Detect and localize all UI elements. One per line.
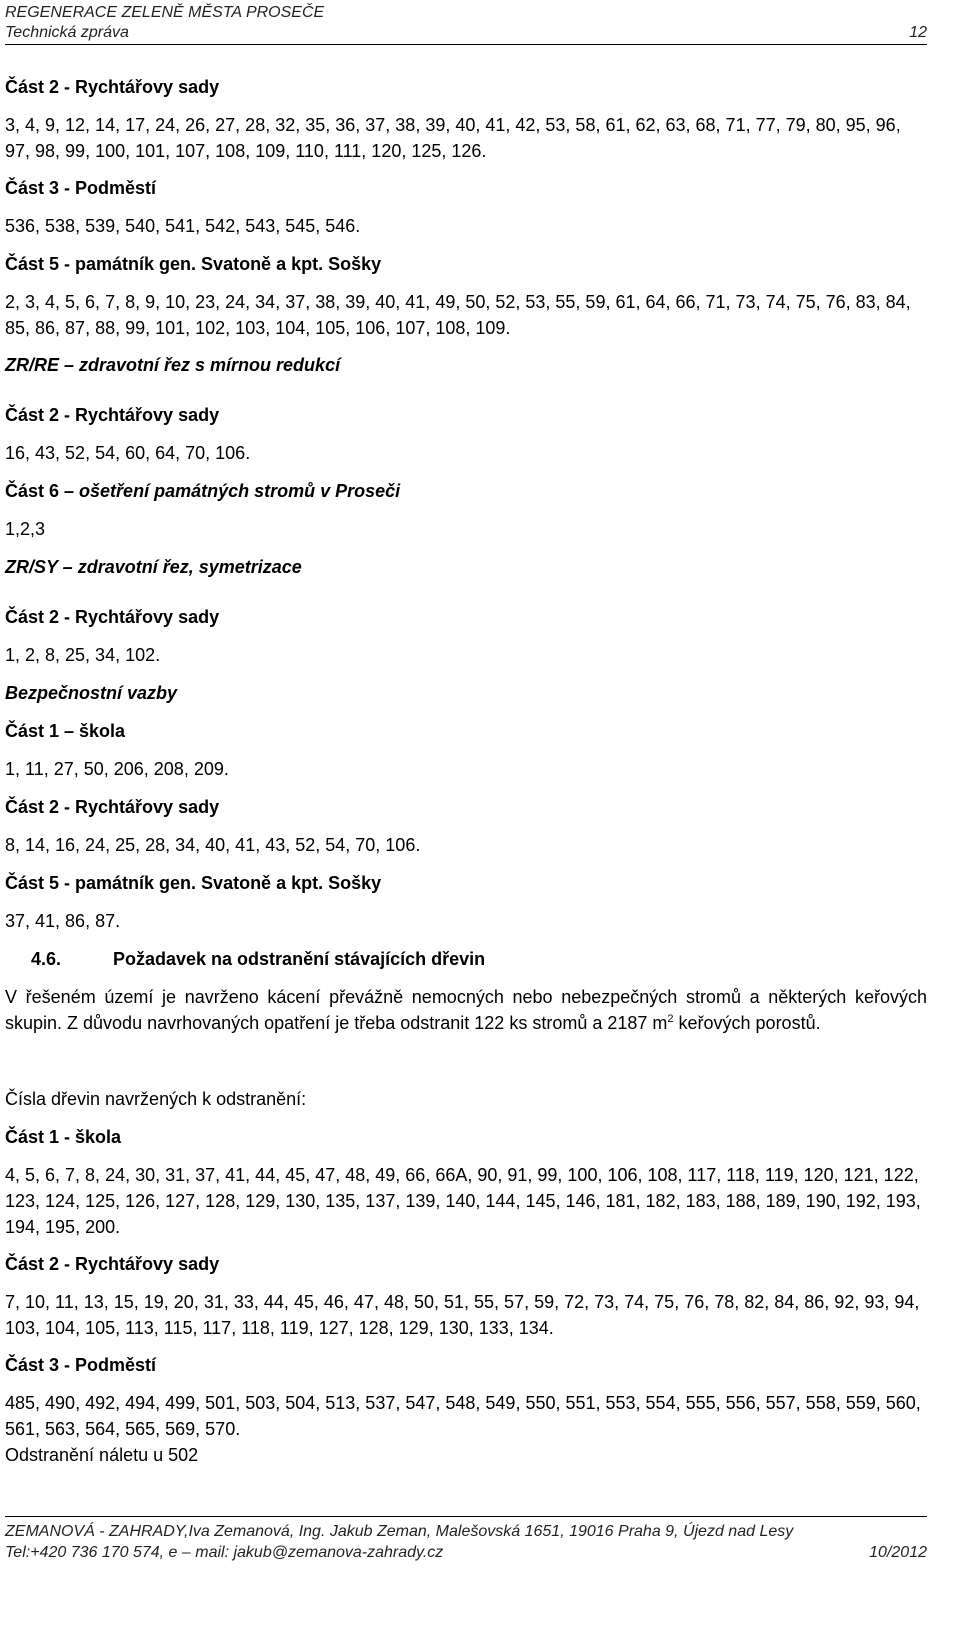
- footer-date: 10/2012: [869, 1544, 927, 1561]
- section-heading: Část 1 - škola: [5, 1127, 122, 1147]
- header-page-number: 12: [909, 24, 927, 41]
- body-paragraph: [5, 984, 927, 1036]
- tree-number-list: 3, 4, 9, 12, 14, 17, 24, 26, 27, 28, 32, 35, 36, 37, 38, 39, 40, 41, 42, 53, 58, 61, 62, 63, 68, 71, 77, 79, 80, 95, 96, 97, 98, 99, 100, 101, 107, 108, 109, 110, 111, 120, 125, 126.: [5, 115, 901, 161]
- page-header: [5, 2, 927, 45]
- section-heading: Část 5 - památník gen. Svatoně a kpt. Sošky: [5, 254, 382, 274]
- tree-number-list: 7, 10, 11, 13, 15, 19, 20, 31, 33, 44, 45, 46, 47, 48, 50, 51, 55, 57, 59, 72, 73, 74, 75, 76, 78, 82, 84, 86, 92, 93, 94, 103, 104, 105, 113, 115, 117, 118, 119, 127, 128, 129, 130, 133, 134.: [5, 1292, 920, 1338]
- tree-number-list: 2, 3, 4, 5, 6, 7, 8, 9, 10, 23, 24, 34, 37, 38, 39, 40, 41, 49, 50, 52, 53, 55, 59, 61, 64, 66, 71, 73, 74, 75, 76, 83, 84, 85, 86, 87, 88, 99, 101, 102, 103, 104, 105, 106, 107, 108, 109.: [5, 292, 911, 338]
- footer-contact: Tel:+420 736 170 574, e – mail: jakub@zemanova-zahrady.cz: [5, 1544, 444, 1561]
- removal-note: Odstranění náletu u 502: [5, 1445, 199, 1465]
- section-heading: [5, 478, 927, 504]
- header-project-title: REGENERACE ZELENĚ MĚSTA PROSEČE: [5, 4, 325, 21]
- tree-number-list: 1, 2, 8, 25, 34, 102.: [5, 645, 161, 665]
- tree-number-list: 485, 490, 492, 494, 499, 501, 503, 504, 513, 537, 547, 548, 549, 550, 551, 553, 554, 555, 556, 557, 558, 559, 560, 561, 563, 564, 565, 569, 570.: [5, 1393, 921, 1439]
- tree-number-list: 1, 11, 27, 50, 206, 208, 209.: [5, 759, 229, 779]
- section-heading-part: Část 6: [5, 481, 60, 501]
- tree-number-list: 37, 41, 86, 87.: [5, 911, 121, 931]
- section-heading: Část 2 - Rychtářovy sady: [5, 607, 220, 627]
- section-heading: Část 2 - Rychtářovy sady: [5, 405, 220, 425]
- paragraph-text-end: keřových porostů.: [673, 1013, 821, 1033]
- chapter-heading: [5, 946, 927, 972]
- tree-number-list: 4, 5, 6, 7, 8, 24, 30, 31, 37, 41, 44, 45, 47, 48, 49, 66, 66A, 90, 91, 99, 100, 106, 108, 117, 118, 119, 120, 121, 122, 123, 124, 125, 126, 127, 128, 129, 130, 135, 137, 139, 140, 144, 145, 146, 181, 182, 183, 188, 189, 190, 192, 193, 194, 195, 200.: [5, 1165, 921, 1237]
- paragraph-text: V řešeném území je navrženo kácení převážně nemocných nebo nebezpečných stromů a některých keřových skupin. Z důvodu navrhovaných opatření je třeba odstranit 122 ks stromů a 2187 m: [5, 987, 927, 1033]
- section-heading: Část 2 - Rychtářovy sady: [5, 77, 220, 97]
- section-heading: Část 3 - Podměstí: [5, 178, 157, 198]
- section-heading-subtitle: – ošetření památných stromů v Proseči: [59, 481, 401, 501]
- treatment-heading: ZR/SY – zdravotní řez, symetrizace: [5, 557, 302, 577]
- section-heading: Část 2 - Rychtářovy sady: [5, 1254, 220, 1274]
- page-footer: [5, 1516, 927, 1561]
- tree-number-list: 8, 14, 16, 24, 25, 28, 34, 40, 41, 43, 52, 54, 70, 106.: [5, 835, 421, 855]
- treatment-heading: Bezpečnostní vazby: [5, 683, 178, 703]
- section-heading: Část 2 - Rychtářovy sady: [5, 797, 220, 817]
- chapter-number: 4.6.: [31, 949, 62, 969]
- footer-company-address: ZEMANOVÁ - ZAHRADY,Iva Zemanová, Ing. Jakub Zeman, Malešovská 1651, 19016 Praha 9, Újezd nad Lesy: [5, 1523, 794, 1540]
- section-heading: Část 5 - památník gen. Svatoně a kpt. Sošky: [5, 873, 382, 893]
- treatment-heading: ZR/RE – zdravotní řez s mírnou redukcí: [5, 355, 341, 375]
- section-heading: Část 3 - Podměstí: [5, 1355, 157, 1375]
- paragraph-superscript: 2: [667, 1013, 674, 1025]
- tree-number-list: 536, 538, 539, 540, 541, 542, 543, 545, 546.: [5, 216, 361, 236]
- section-heading: Část 1 – škola: [5, 721, 126, 741]
- removal-label: Čísla dřevin navržených k odstranění:: [5, 1089, 307, 1109]
- tree-number-list: 16, 43, 52, 54, 60, 64, 70, 106.: [5, 443, 251, 463]
- chapter-title: Požadavek na odstranění stávajících dřevin: [113, 949, 486, 969]
- header-doc-type: Technická zpráva: [5, 24, 129, 41]
- tree-number-list: 1,2,3: [5, 519, 46, 539]
